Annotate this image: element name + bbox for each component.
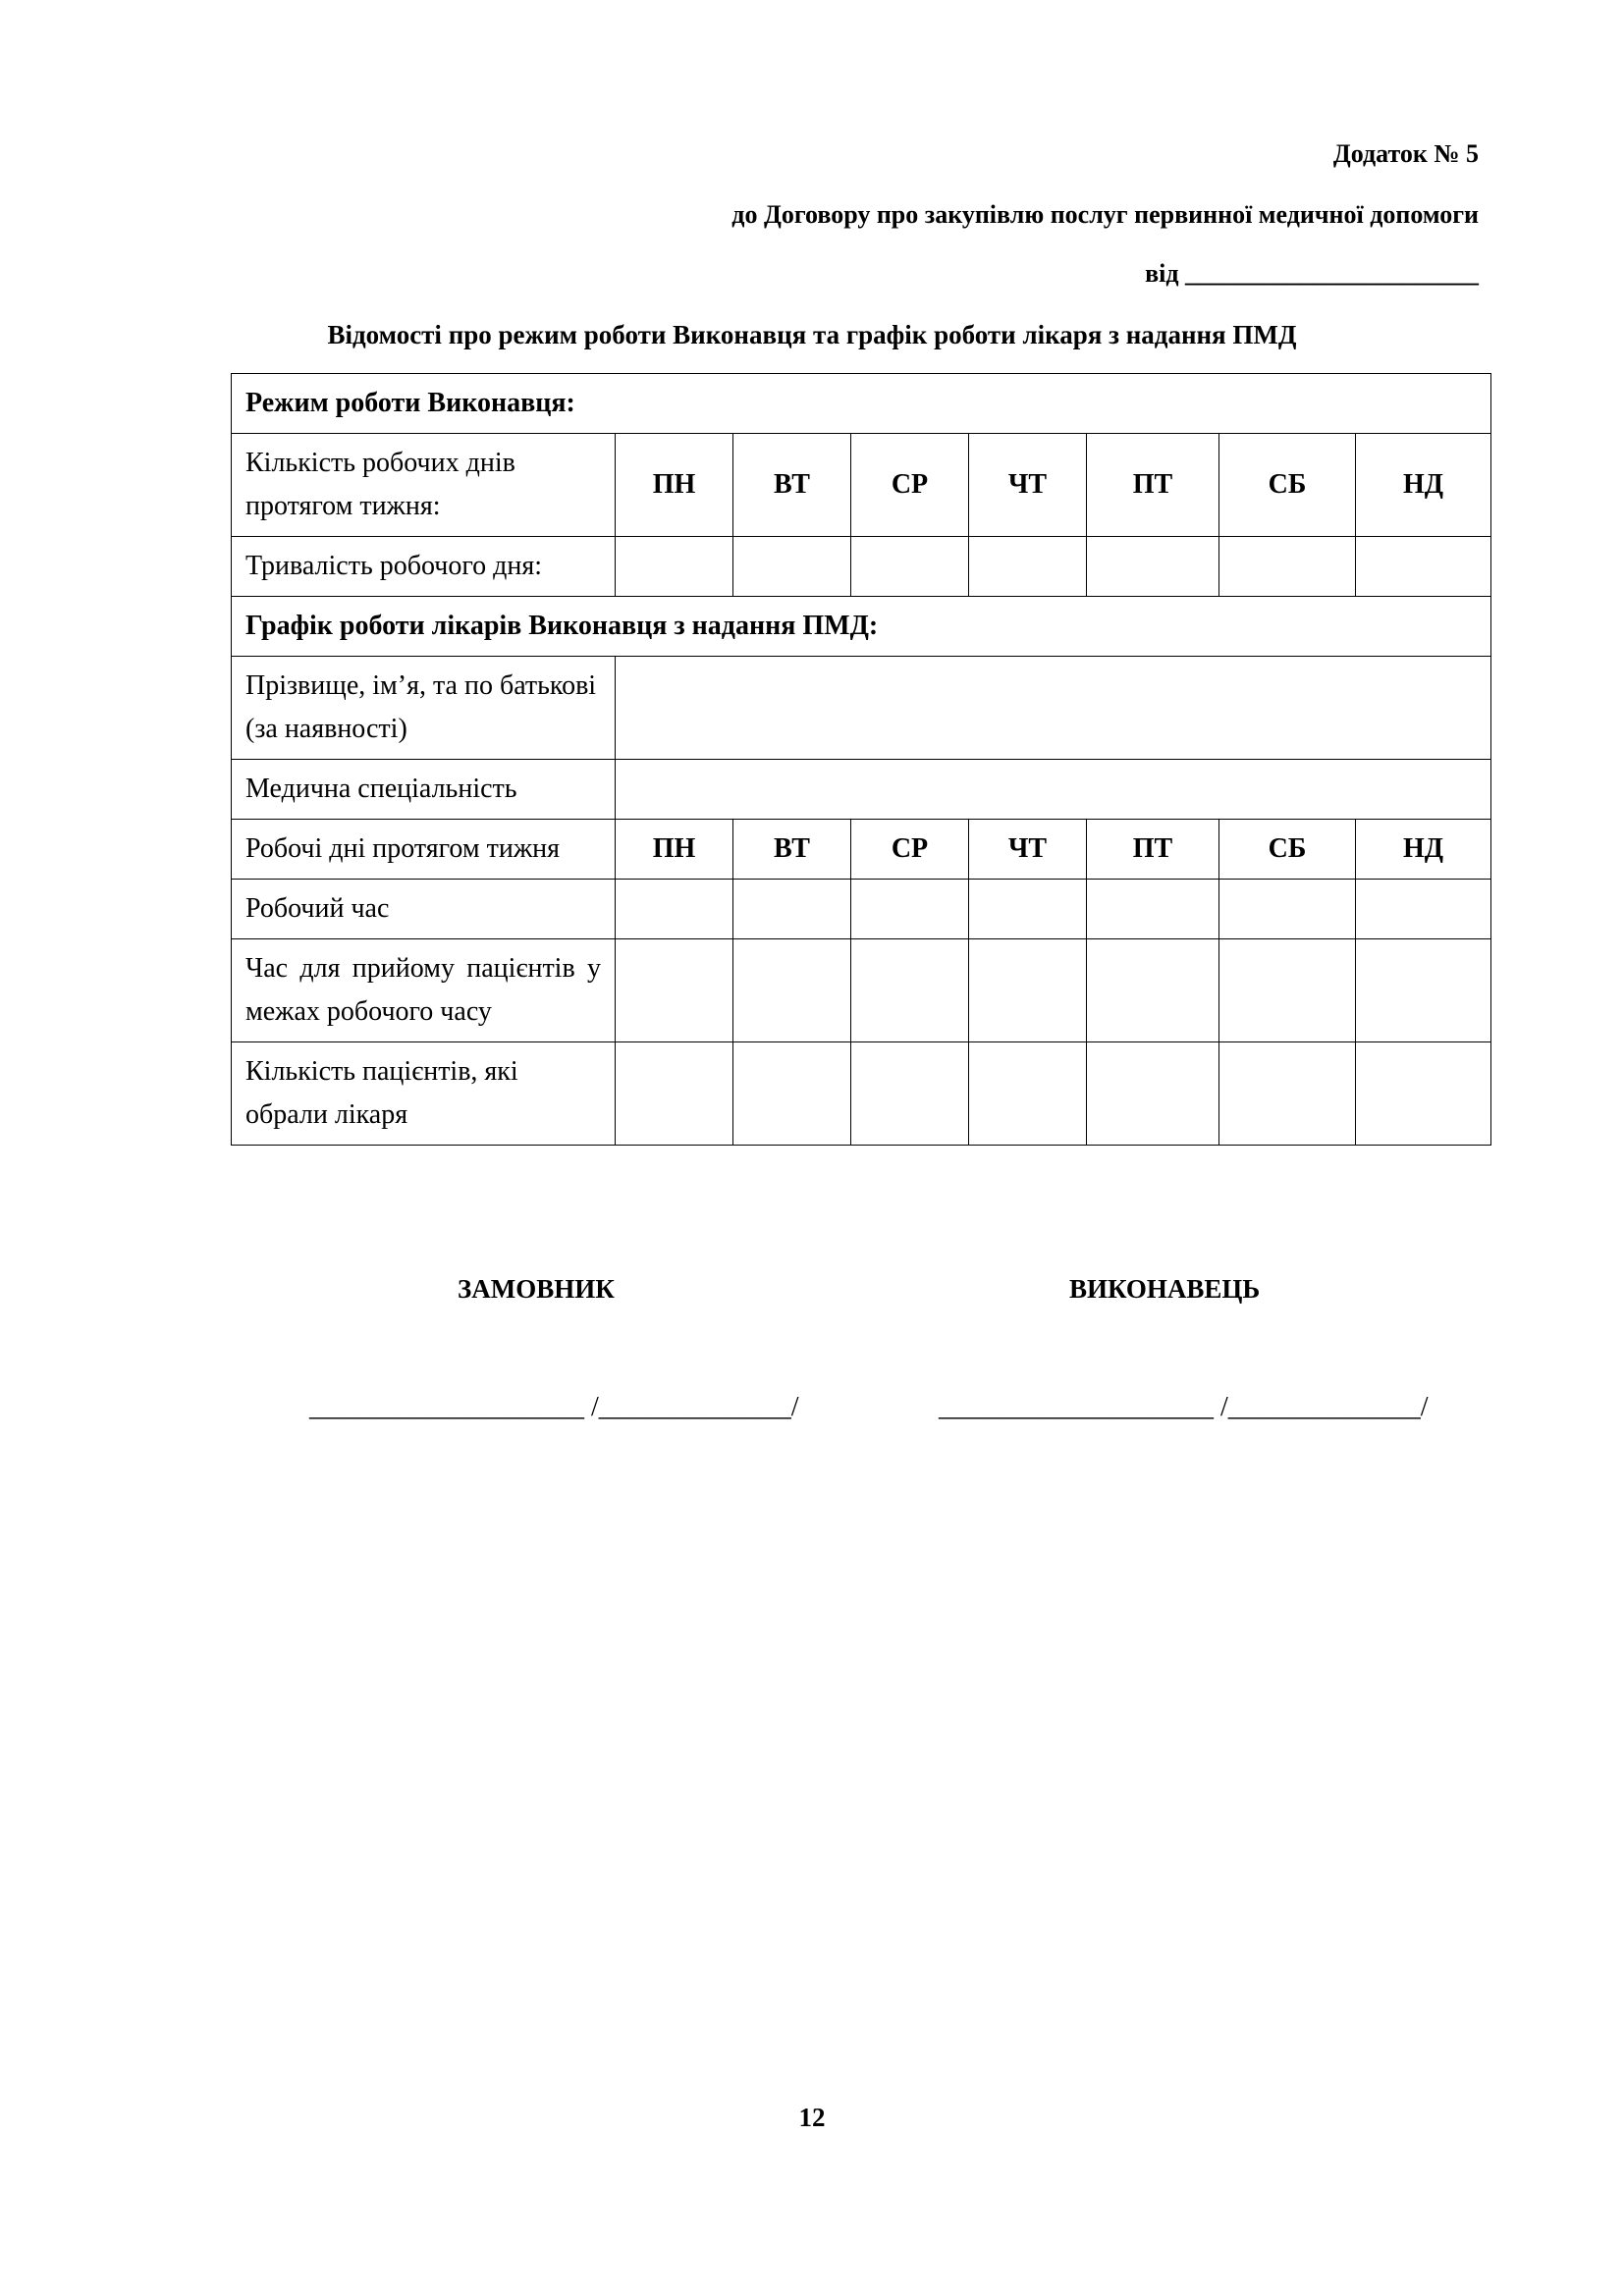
patients-count-sun-cell[interactable]: [1356, 1042, 1491, 1146]
table-row: [232, 820, 1491, 880]
full-name-label: Прізвище, ім’я, та по батькові (за наявності): [232, 657, 616, 760]
patients-count-fri-cell[interactable]: [1087, 1042, 1219, 1146]
table-row: [232, 434, 1491, 537]
patients-count-tue-cell[interactable]: [733, 1042, 851, 1146]
workday-length-sun-cell[interactable]: [1356, 537, 1491, 597]
patients-count-mon-cell[interactable]: [616, 1042, 733, 1146]
annex-number: Додаток № 5: [1332, 139, 1479, 168]
day-header-sat: СБ: [1219, 820, 1356, 880]
table-row: [232, 1042, 1491, 1146]
day-header-wed: СР: [851, 820, 969, 880]
work-time-sun-cell[interactable]: [1356, 880, 1491, 939]
customer-label: ЗАМОВНИК: [458, 1274, 615, 1304]
patients-count-label: Кількість пацієнтів, які обрали лікаря: [232, 1042, 616, 1146]
day-header-tue: ВТ: [733, 820, 851, 880]
table-row: [232, 760, 1491, 820]
work-time-sat-cell[interactable]: [1219, 880, 1356, 939]
work-time-tue-cell[interactable]: [733, 880, 851, 939]
workdays-count-label: Кількість робочих днів протягом тижня:: [232, 434, 616, 537]
workdays-week-label: Робочі дні протягом тижня: [232, 820, 616, 880]
page-number: 12: [798, 2103, 826, 2132]
annex-date-line: від _______________________: [1145, 259, 1479, 288]
work-time-thu-cell[interactable]: [969, 880, 1087, 939]
reception-time-sat-cell[interactable]: [1219, 939, 1356, 1042]
patients-count-thu-cell[interactable]: [969, 1042, 1087, 1146]
day-header-fri: ПТ: [1087, 820, 1219, 880]
work-time-wed-cell[interactable]: [851, 880, 969, 939]
table-row: [232, 939, 1491, 1042]
specialty-cell[interactable]: [616, 760, 1491, 820]
reception-time-mon-cell[interactable]: [616, 939, 733, 1042]
annex-subtitle: до Договору про закупівлю послуг первинної медичної допомоги: [731, 200, 1479, 229]
workday-length-sat-cell[interactable]: [1219, 537, 1356, 597]
day-header-tue: ВТ: [733, 434, 851, 537]
mode-section-header: Режим роботи Виконавця:: [232, 374, 1491, 434]
reception-time-sun-cell[interactable]: [1356, 939, 1491, 1042]
workday-length-wed-cell[interactable]: [851, 537, 969, 597]
specialty-label: Медична спеціальність: [232, 760, 616, 820]
table-row: [232, 657, 1491, 760]
workday-length-thu-cell[interactable]: [969, 537, 1087, 597]
reception-time-fri-cell[interactable]: [1087, 939, 1219, 1042]
day-header-thu: ЧТ: [969, 820, 1087, 880]
schedule-section-header: Графік роботи лікарів Виконавця з надання ПМД:: [232, 597, 1491, 657]
reception-time-thu-cell[interactable]: [969, 939, 1087, 1042]
work-time-mon-cell[interactable]: [616, 880, 733, 939]
day-header-mon: ПН: [616, 434, 733, 537]
day-header-mon: ПН: [616, 820, 733, 880]
full-name-cell[interactable]: [616, 657, 1491, 760]
table-row: [232, 537, 1491, 597]
document-title: Відомості про режим роботи Виконавця та графік роботи лікаря з надання ПМД: [327, 320, 1297, 349]
day-header-fri: ПТ: [1087, 434, 1219, 537]
day-header-wed: СР: [851, 434, 969, 537]
day-header-sun: НД: [1356, 434, 1491, 537]
reception-time-wed-cell[interactable]: [851, 939, 969, 1042]
table-row: [232, 597, 1491, 657]
executor-label: ВИКОНАВЕЦЬ: [1069, 1274, 1261, 1304]
day-header-sun: НД: [1356, 820, 1491, 880]
table-row: [232, 880, 1491, 939]
executor-signature-line[interactable]: ____________________ /______________/: [939, 1392, 1429, 1422]
reception-time-tue-cell[interactable]: [733, 939, 851, 1042]
work-time-label: Робочий час: [232, 880, 616, 939]
workday-length-tue-cell[interactable]: [733, 537, 851, 597]
workday-length-mon-cell[interactable]: [616, 537, 733, 597]
table-row: [232, 374, 1491, 434]
work-time-fri-cell[interactable]: [1087, 880, 1219, 939]
customer-signature-line[interactable]: ____________________ /______________/: [309, 1392, 799, 1422]
reception-time-label: Час для прийому пацієнтів у межах робочого часу: [232, 939, 616, 1042]
patients-count-sat-cell[interactable]: [1219, 1042, 1356, 1146]
workday-length-fri-cell[interactable]: [1087, 537, 1219, 597]
day-header-thu: ЧТ: [969, 434, 1087, 537]
patients-count-wed-cell[interactable]: [851, 1042, 969, 1146]
schedule-table: [231, 373, 1491, 1146]
workday-length-label: Тривалість робочого дня:: [232, 537, 616, 597]
day-header-sat: СБ: [1219, 434, 1356, 537]
